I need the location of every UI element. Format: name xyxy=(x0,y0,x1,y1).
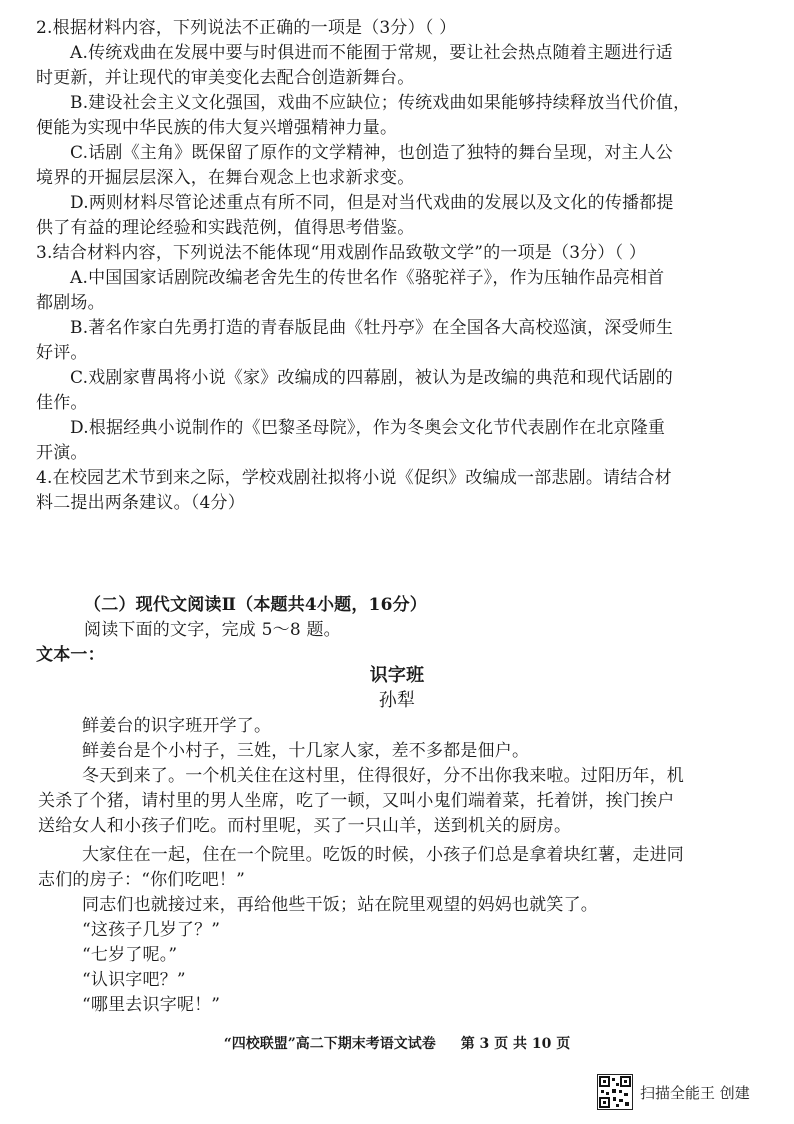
q2-option-d-line1: D.两则材料尽管论述重点有所不同，但是对当代戏曲的发展以及文化的传播都提 xyxy=(70,193,674,213)
q2-option-c-line1: C.话剧《主角》既保留了原作的文学精神，也创造了独特的舞台呈现，对主人公 xyxy=(70,143,674,163)
q2-option-a-line1: A.传统戏曲在发展中要与时俱进而不能囿于常规，要让社会热点随着主题进行适 xyxy=(70,43,673,63)
q3-option-b-line2: 好评。 xyxy=(36,343,88,363)
section2-instruction: 阅读下面的文字，完成 5～8 题。 xyxy=(84,620,341,640)
q3-option-b-line1: B.著名作家白先勇打造的青春版昆曲《牡丹亭》在全国各大高校巡演，深受师生 xyxy=(70,318,674,338)
page-footer xyxy=(0,1033,794,1053)
story-line: 大家住在一起，住在一个院里。吃饭的时候，小孩子们总是拿着块红薯，走进同 xyxy=(82,845,684,865)
q3-option-c-line1: C.戏剧家曹禺将小说《家》改编成的四幕剧，被认为是改编的典范和现代话剧的 xyxy=(70,368,674,388)
q2-option-b-line2: 便能为实现中华民族的伟大复兴增强精神力量。 xyxy=(36,118,398,138)
scanner-watermark: 扫描全能王 创建 xyxy=(640,1084,750,1102)
story-line: 志们的房子：“你们吃吧！” xyxy=(38,870,245,890)
story-line: 同志们也就接过来，再给他些干饭；站在院里观望的妈妈也就笑了。 xyxy=(82,895,598,915)
story-line: 送给女人和小孩子们吃。而村里呢，买了一只山羊，送到机关的厨房。 xyxy=(38,816,572,836)
q2-option-b-line1: B.建设社会主义文化强国，戏曲不应缺位；传统戏曲如果能够持续释放当代价值， xyxy=(70,93,691,113)
story-line: “认识字吧？” xyxy=(82,970,186,990)
q2-option-c-line2: 境界的开掘层层深入，在舞台观念上也求新求变。 xyxy=(36,168,415,188)
story-title: 识字班 xyxy=(369,665,425,686)
q3-option-d-line1: D.根据经典小说制作的《巴黎圣母院》，作为冬奥会文化节代表剧作在北京隆重 xyxy=(70,418,666,438)
text-one-label: 文本一： xyxy=(36,645,105,665)
q2-option-d-line2: 供了有益的理论经验和实践范例，值得思考借鉴。 xyxy=(36,218,415,238)
story-line: 关杀了个猪，请村里的男人坐席，吃了一顿，又叫小鬼们端着菜，托着饼，挨门挨户 xyxy=(38,791,675,811)
q2-option-a-line2: 时更新，并让现代的审美变化去配合创造新舞台。 xyxy=(36,68,415,88)
qr-code-icon xyxy=(597,1074,633,1110)
q3-option-d-line2: 开演。 xyxy=(36,443,88,463)
story-line: “这孩子几岁了？” xyxy=(82,920,221,940)
q3-option-c-line2: 佳作。 xyxy=(36,393,88,413)
q3-option-a-line2: 都剧场。 xyxy=(36,293,105,313)
section2-heading: （二）现代文阅读Ⅱ（本题共4小题，16分） xyxy=(84,595,428,615)
q3-stem: 3.结合材料内容，下列说法不能体现“用戏剧作品致敬文学”的一项是（3分）（ ） xyxy=(36,243,647,263)
story-line: 鲜姜台的识字班开学了。 xyxy=(82,716,272,736)
page-number: 第 3 页 共 10 页 xyxy=(460,1036,571,1052)
story-line: “哪里去识字呢！” xyxy=(82,995,221,1015)
q4-line2: 料二提出两条建议。（4分） xyxy=(36,493,245,513)
q3-option-a-line1: A.中国国家话剧院改编老舍先生的传世名作《骆驼祥子》，作为压轴作品亮相首 xyxy=(70,268,665,288)
story-author: 孙犁 xyxy=(378,690,416,711)
story-line: “七岁了呢。” xyxy=(82,945,178,965)
exam-title: “四校联盟”高二下期末考语文试卷 xyxy=(223,1036,436,1052)
q4-line1: 4.在校园艺术节到来之际，学校戏剧社拟将小说《促织》改编成一部悲剧。请结合材 xyxy=(36,468,672,488)
story-line: 冬天到来了。一个机关住在这村里，住得很好，分不出你我来啦。过阳历年，机 xyxy=(82,766,684,786)
story-line: 鲜姜台是个小村子，三姓，十几家人家，差不多都是佃户。 xyxy=(82,741,530,761)
q2-stem: 2.根据材料内容，下列说法不正确的一项是（3分）（ ） xyxy=(36,18,457,38)
